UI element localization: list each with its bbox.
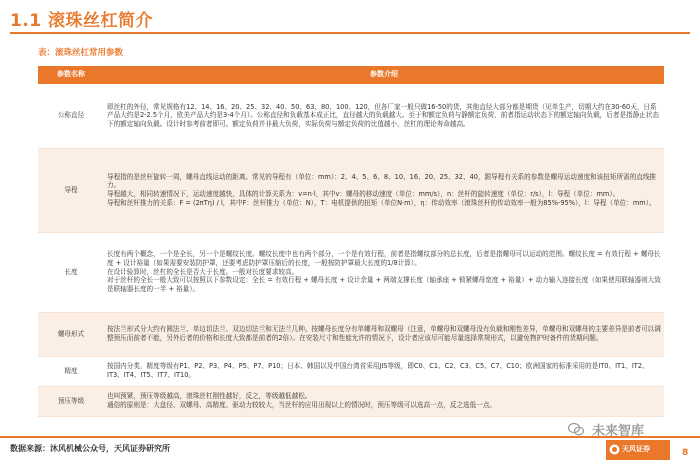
table-row (38, 84, 664, 148)
table-row (38, 148, 664, 232)
column-header-desc: 参数介绍 (104, 66, 664, 84)
data-source-note: 数据来源：沐风机械公众号，天风证券研究所 (10, 444, 170, 453)
parameter-table (38, 66, 664, 417)
brand-mark-icon (609, 444, 620, 455)
desc-line: 也叫预紧，预压等级越高，滚珠丝杠刚性越好，反之，等级越低越松。 (107, 392, 312, 401)
table-row (38, 356, 664, 386)
table-caption: 表：滚珠丝杠常用参数 (38, 48, 124, 58)
desc-line: 对于丝杆的全长一般大致可以按照以下参数设定：全长 = 有效行程 + 螺母长度 + 设计余量 + 两端支撑长度（轴承座 + 锁紧螺母宽度 + 裕量）+ 动力输入连接长度（如果使用联轴器则大致是联轴器长度的一半 + 裕量）。 (107, 276, 661, 294)
column-header-name: 参数名称 (38, 66, 104, 84)
table-row (38, 386, 664, 416)
param-desc (104, 84, 664, 148)
page-title: 1.1 滚珠丝杠简介 (10, 11, 154, 31)
title-divider (10, 32, 690, 34)
param-desc (104, 312, 664, 356)
desc-line: 导程指的是丝杆旋转一周，螺母直线运动的距离。常见的导程有（单位：mm）：2、4、5、6、8、10、16、20、25、32、40，跟导程有关系的参数是螺母运动速度和该扭矩所需的直线推力。 (107, 172, 657, 190)
desc-line: 在设计验算时，丝杠的全长是否大于长度。一般对长度要求较高。 (107, 267, 299, 276)
param-name: 预压等级 (38, 386, 104, 416)
param-desc (104, 148, 664, 232)
param-desc (104, 356, 664, 386)
desc-line: 导程越大，相同转速情况下，运动速度越快，具体的计算关系为：v=n·l，其中v：螺母的移动速度（单位：mm/s），n：丝杆的旋转速度（单位：r/s），l：导程（单位：mm）。 (107, 190, 620, 198)
param-name: 导程 (38, 148, 104, 232)
param-name: 精度 (38, 356, 104, 386)
desc-line: 通俗的原则是：大盘径、双螺母、高精度、驱动力较较大，当丝杆的应用出现以上的情况时，预压等级可以选高一点，反之选低一点。 (107, 401, 497, 409)
table-row (38, 232, 664, 312)
table-header-row (38, 66, 664, 84)
desc-line: 即丝杠的外径，常见规格有12、14、16、20、25、32、40、50、63、80、100、120，但各厂家一般只做16-50的货，其他直径大部分都是期货（见单生产，切期大约在30-60天，日系产品大约是2-2.5个月，欧美产品大约是3-4个月）。公称直径和负载基本成正比，直径越大的负载越大。至于和额定负荷与静额定负荷，前者指运动状态下的额定轴向负载，后者是指静止状态下的额定轴向负载。设计时参考前者即可。额定负荷并非最大负荷，实际负荷与额定负荷的比值越小，丝杠的理论寿命越高。 (107, 102, 660, 129)
watermark-text: 未来智库 (592, 424, 645, 439)
page-number: 8 (682, 448, 689, 458)
table-row (38, 312, 664, 356)
brand-logo-text: 天风证券 (622, 445, 650, 453)
param-name: 长度 (38, 232, 104, 312)
desc-line: 按国内分类，精度等级有P1、P2、P3、P4、P5、P7、P10；日本、韩国以及中国台湾省采用JIS等级，即C0、C1、C2、C3、C5、C7、C10；欧洲国家的标准采用的是IT0、IT1、IT2、IT3、IT4、IT5、IT7、IT10。 (107, 362, 649, 379)
desc-line: 长度有两个概念，一个是全长，另一个是螺纹长度。螺纹长度中也有两个部分，一个是有效行程，前者是指螺纹部分的总长度，后者是指螺母可以运动的范围。螺纹长度 = 有效行程 + 螺母长度 + 设计裕量（如果需要安装防护罩，还要考虑防护罩压缩后的长度，一般按防护罩最大长度的1/8计算）。 (107, 250, 661, 267)
param-desc (104, 232, 664, 312)
param-name: 螺母形式 (38, 312, 104, 356)
param-name: 公称直径 (38, 84, 104, 148)
param-desc (104, 386, 664, 416)
desc-line: 导程和丝杆推力的关系：F = (2πTη) / l，其中F：丝杆推力（单位：N），T：电机提供的扭矩（单位N·m），η：传动效率（滚珠丝杆的传动效率一般为85%-95%），l：导程（单位：mm）。 (107, 198, 656, 207)
wechat-icon (568, 422, 584, 436)
desc-line: 按法兰形式分大约有圆法兰、单边切法兰、双边切法兰和无法兰几种。按螺母长度分有单螺母和双螺母（注意，单螺母和双螺母没有负载和刚性差异，单螺母和双螺母的主要差异是前者可以调整预压而前者不能，另外后者的价格和长度大致都是前者的2倍）。在安装尺寸和性能允许的情况下，设计者应该尽可能尽量选择常规形式，以避免物护时备件的货期问题。 (107, 325, 661, 342)
